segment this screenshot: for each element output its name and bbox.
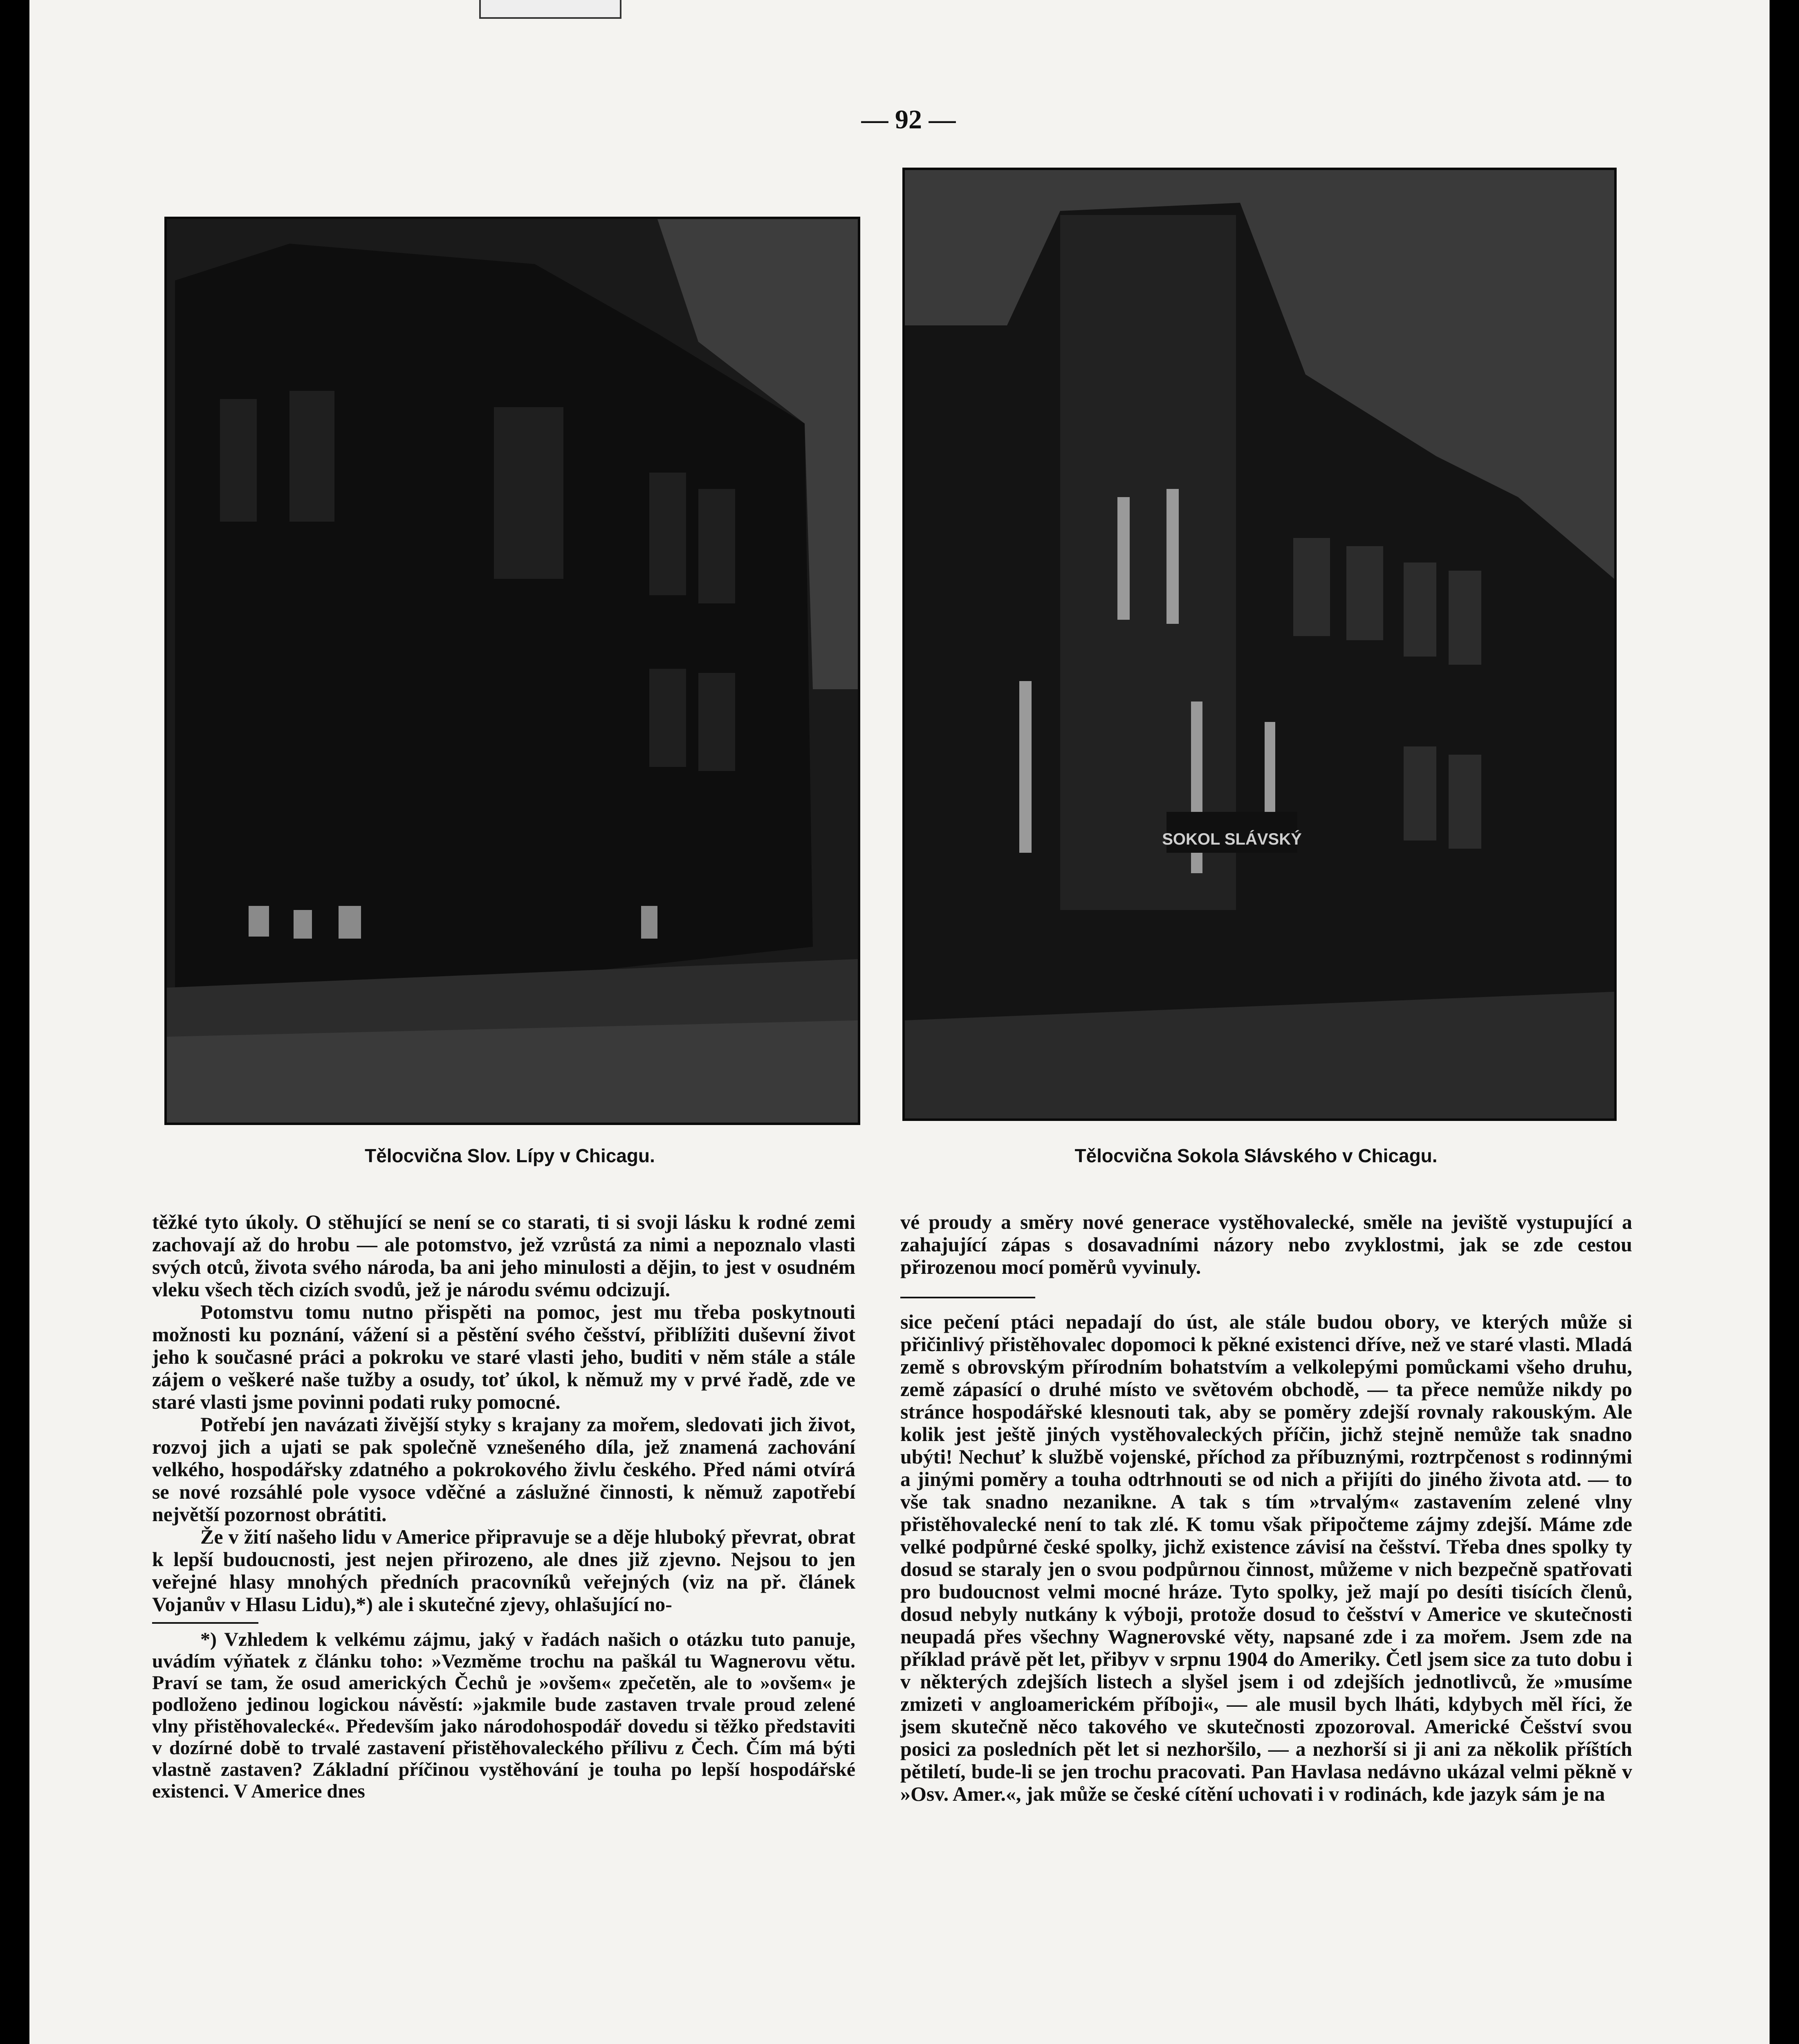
paragraph: Potomstvu tomu nutno přispěti na pomoc, jest mu třeba poskytnouti možnosti ku poznání, vážení si a pěstění svého češství, přiblížiti duševní život jeho k současné práci a pokroku ve staré vlasti jeho, buditi v něm stále a stále zájem o veškeré naše tužby a osudy, toť úkol, k němuž my v prvé řadě, zde ve staré vlasti jsme povinni podati ruky pomocné. — [152, 1300, 855, 1413]
page-number: — 92 — — [861, 105, 956, 134]
right-column — [900, 1211, 1632, 1805]
page-tab — [479, 0, 621, 19]
paragraph: Že v žití našeho lidu v Americe připravuje se a děje hluboký převrat, obrat k lepší budoucnosti, jest nejen přirozeno, ale dnes již zjevno. Nejsou to jen veřejné hlasy mnohých předních pracovníků veřejných (viz na př. článek Vojanův v Hlasu Lidu),*) ale i skutečné zjevy, ohlašující no- — [152, 1525, 855, 1616]
paragraph: sice pečení ptáci nepadají do úst, ale stále budou obory, ve kterých může si přičinlivý přistěhovalec dopomoci k pěkné existenci dříve, než ve staré vlasti. Mladá země s obrovským přírodním bohatstvím a velkolepými pomůckami všeho druhu, země zápasící o druhé místo ve světovém obchodě, — ta přece nemůže nikdy po stránce hospodářské klesnouti tak, aby se poměry zdejší rovnaly rakouským. Ale kolik jest ještě jiných vystěhovaleckých příčin, jichž stejně nemůže tak snadno ubýti! Nechuť k službě vojenské, příchod za příbuznými, roztrpčenost s rodinnými a jinými poměry a touha odtrhnouti se od nich a přijíti do jiného života atd. — to vše tak snadno nezanikne. A tak s tím »trvalým« zastavením zelené vlny přistěhovalecké není to tak zlé. K tomu však připočteme zájmy zdejší. Máme zde velké podpůrné české spolky, jichž existence závisí na češství. Třeba dnes spolky ty dosud se staraly jen o svou podpůrnou činnost, můžeme v nich bezpečně spatřovati pro budoucnost velmi mocné hráze. Tyto spolky, jež mají po desíti tisících členů, dosud nebyly nutkány k výboji, protože dosud to češství v Americe ve skutečnosti neupadá přes všechny Wagnerovské věty, napsané zde i za mořem. Jsem zde na příklad právě pět let, přibyv v srpnu 1904 do Ameriky. Četl jsem sice za tuto dobu i v některých zdejších listech a slyšel jsem i od zdejších jednotlivců, že »musíme zmizeti v angloamerickém příboji«, — ale musil bych lháti, kdybych měl říci, že jsem skutečně něco takového ve skutečnosti zpozoroval. Americké Češství svou posici za posledních pět let si nezhoršilo, — a nezhorší si ji ani za několik příštích pětiletí, bude-li se jen trochu pracovati. Pan Havlasa nedávno ukázal velmi pěkně v »Osv. Amer.«, jak může se české cítění uchovati i v rodinách, kde jazyk sám je na — [900, 1310, 1632, 1805]
footnote: *) Vzhledem k velkému zájmu, jaký v řadách našich o otázku tuto panuje, uvádím výňatek z článku toho: »Vezměme trochu na paškál tu Wagnerovu větu. Praví se tam, že osud amerických Čechů je »ovšem« zpečetěn, ale to »ovšem« je podloženo jedinou logickou návěstí: »jakmile bude zastaven trvale proud zelené vlny přistěhovalecké«. Především jako národohospodář dovedu si těžko představiti v dozírné době to trvalé zastavení přistěhovaleckého přílivu z Čech. Čím má býti vlastně zastaven? Základní příčinou vystěhování je touha po lepší hospodářské existenci. V Americe dnes — [152, 1629, 855, 1802]
paragraph: těžké tyto úkoly. O stěhující se není se co starati, ti si svoji lásku k rodné zemi zachovají až do hrobu — ale potomstvo, jež vzrůstá za nimi a nepoznalo vlasti svých otců, života svého národa, ba ani jeho minulosti a dějin, to jest v osudném vleku všech těch cizích svodů, jež je národu svému odcizují. — [152, 1210, 855, 1301]
photo-slovanska-lipa — [164, 217, 860, 1125]
left-column — [152, 1211, 855, 1802]
paragraph: Potřebí jen navázati živější styky s krajany za mořem, sledovati jich život, rozvoj jich a ujati se pak společně vznešeného díla, jež znamená zachování velkého, hospodářsky zdatného a pokrokového živlu českého. Před námi otvírá se nové rozsáhlé pole vysoce vděčné a záslužné činnosti, k němuž zapotřebí největší pozornost obrátiti. — [152, 1413, 855, 1526]
footnote-divider — [152, 1622, 258, 1624]
page — [29, 0, 1770, 2044]
photo-building-left — [167, 219, 858, 1123]
photo-sokol-slavsky — [902, 168, 1617, 1121]
photo-sign: SOKOL SLÁVSKÝ — [1162, 830, 1302, 848]
caption-right: Tělocvična Sokola Slávského v Chicagu. — [1074, 1145, 1438, 1166]
photo-building-right — [905, 170, 1614, 1118]
caption-left: Tělocvična Slov. Lípy v Chicagu. — [365, 1145, 655, 1166]
column-divider — [900, 1297, 1035, 1298]
paragraph: vé proudy a směry nové generace vystěhovalecké, směle na jeviště vystupující a zahajující zápas s dosavadními názory nebo zvyklostmi, jak se zde cestou přirozenou mocí poměrů vyvinuly. — [900, 1210, 1632, 1278]
